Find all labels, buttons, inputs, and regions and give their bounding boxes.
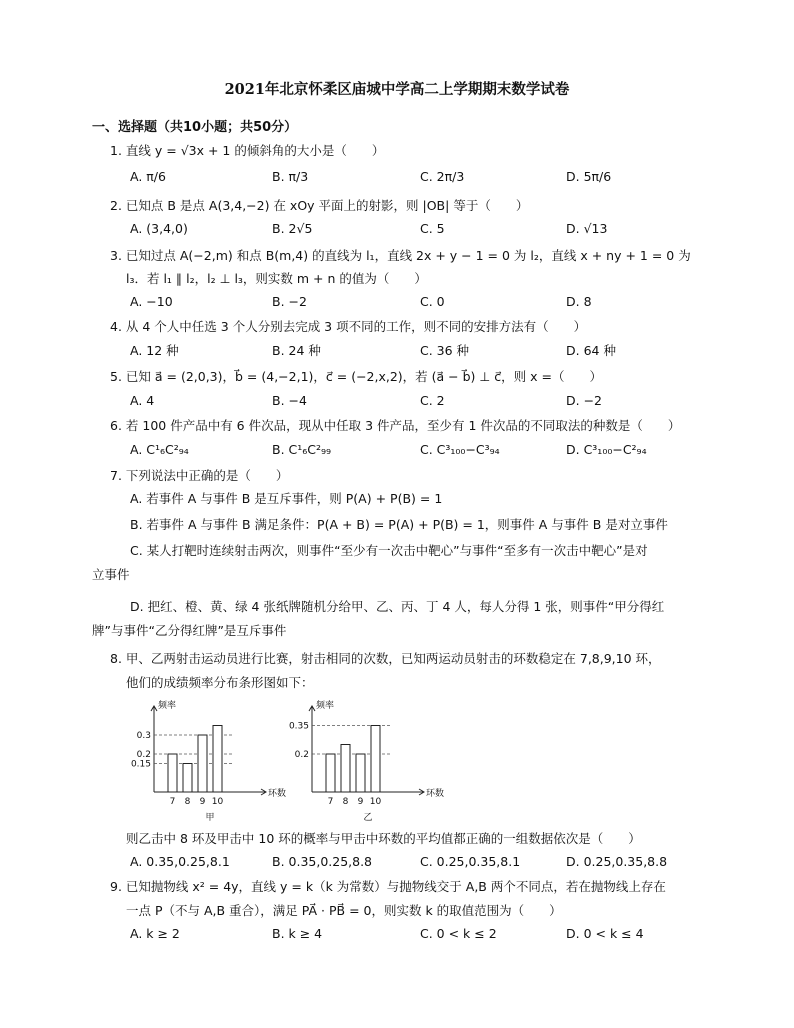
q5-option-a: A. 4: [130, 393, 155, 408]
y-tick-label: 0.2: [136, 750, 151, 760]
x-tick-label: 9: [199, 797, 206, 807]
bar: [183, 764, 192, 793]
x-axis-label: 环数: [426, 789, 445, 799]
q9-option-a: A. k ≥ 2: [130, 926, 180, 941]
q3-option-b: B. −2: [272, 294, 307, 309]
q6-option-c: C. C³₁₀₀−C³₉₄: [420, 442, 500, 457]
x-tick-label: 7: [169, 797, 176, 807]
y-axis-label: 频率: [158, 701, 177, 711]
q7-option-b: B. 若事件 A 与事件 B 满足条件：P(A + B) = P(A) + P(B) = 1，则事件 A 与事件 B 是对立事件: [130, 517, 668, 532]
q1-option-d: D. 5π/6: [566, 169, 612, 184]
q9-option-b: B. k ≥ 4: [272, 926, 323, 941]
x-tick-label: 8: [184, 797, 191, 807]
q4-option-a: A. 12 种: [130, 343, 179, 358]
y-tick-label: 0.35: [288, 721, 309, 732]
x-tick-label: 9: [357, 797, 364, 807]
q8-option-b: B. 0.35,0.25,8.8: [272, 854, 373, 869]
y-tick-label: 0.15: [130, 759, 151, 770]
q2-option-b: B. 2√5: [272, 221, 313, 236]
question-8-stem-line1: 8. 甲、乙两射击运动员进行比赛，射击相同的次数，已知两运动员射击的环数稳定在 7,8,9,10 环，: [110, 651, 661, 666]
bar: [326, 754, 335, 792]
q2-option-a: A. (3,4,0): [130, 221, 188, 236]
q3-option-a: A. −10: [130, 294, 173, 309]
bar: [356, 754, 365, 792]
section-heading: 一、选择题（共10小题；共50分）: [92, 120, 298, 135]
question-3-stem-line2: l₃．若 l₁ ∥ l₂，l₂ ⊥ l₃，则实数 m + n 的值为（ ）: [126, 271, 427, 286]
q2-option-c: C. 5: [420, 221, 445, 236]
q4-option-c: C. 36 种: [420, 343, 470, 358]
bar: [213, 726, 222, 793]
q5-option-d: D. −2: [566, 393, 602, 408]
q1-option-c: C. 2π/3: [420, 169, 465, 184]
q9-option-d: D. 0 < k ≤ 4: [566, 926, 644, 941]
q8-option-d: D. 0.25,0.35,8.8: [566, 854, 668, 869]
q1-option-a: A. π/6: [130, 169, 166, 184]
x-tick-label: 10: [369, 797, 382, 807]
y-axis-label: 频率: [316, 701, 335, 711]
question-1-stem: 1. 直线 y = √3x + 1 的倾斜角的大小是（ ）: [110, 143, 385, 158]
q7-option-a: A. 若事件 A 与事件 B 是互斥事件，则 P(A) + P(B) = 1: [130, 491, 443, 506]
page-title: 2021年北京怀柔区庙城中学高二上学期期末数学试卷: [224, 81, 570, 98]
q7-option-c-line2: 立事件: [92, 567, 130, 582]
q2-option-d: D. √13: [566, 221, 608, 236]
q3-option-d: D. 8: [566, 294, 592, 309]
q8-option-a: A. 0.35,0.25,8.1: [130, 854, 230, 869]
q7-option-d-line2: 牌”与事件“乙分得红牌”是互斥事件: [92, 623, 287, 638]
q8-option-c: C. 0.25,0.35,8.1: [420, 854, 521, 869]
q1-option-b: B. π/3: [272, 169, 309, 184]
chart-jia: [120, 692, 300, 822]
question-4-stem: 4. 从 4 个人中任选 3 个人分别去完成 3 项不同的工作，则不同的安排方法有（ ）: [110, 319, 587, 334]
y-tick-label: 0.3: [136, 731, 151, 741]
x-tick-label: 10: [211, 797, 224, 807]
question-3-stem-line1: 3. 已知过点 A(−2,m) 和点 B(m,4) 的直线为 l₁，直线 2x + y − 1 = 0 为 l₂，直线 x + ny + 1 = 0 为: [110, 248, 691, 263]
q4-option-d: D. 64 种: [566, 343, 616, 358]
q7-option-c-line1: C. 某人打靶时连续射击两次，则事件“至少有一次击中靶心”与事件“至多有一次击中靶心”是对: [130, 543, 648, 558]
question-9-stem-line1: 9. 已知抛物线 x² = 4y，直线 y = k（k 为常数）与抛物线交于 A,B 两个不同点，若在抛物线上存在: [110, 879, 666, 894]
bar: [198, 735, 207, 792]
chart-title: 甲: [205, 813, 215, 823]
bar: [168, 754, 177, 792]
x-tick-label: 7: [327, 797, 334, 807]
q6-option-b: B. C¹₆C²₉₉: [272, 442, 332, 457]
question-8-stem-line3: 则乙击中 8 环及甲击中 10 环的概率与甲击中环数的平均值都正确的一组数据依次是（ ）: [126, 831, 641, 846]
chart-title: 乙: [363, 813, 373, 823]
question-8-stem-line2: 他们的成绩频率分布条形图如下：: [126, 675, 314, 690]
chart-yi: [278, 692, 445, 823]
bar: [341, 745, 350, 793]
q6-option-a: A. C¹₆C²₉₄: [130, 442, 189, 457]
q5-option-c: C. 2: [420, 393, 445, 408]
y-tick-label: 0.2: [294, 750, 309, 760]
q6-option-d: D. C³₁₀₀−C²₉₄: [566, 442, 647, 457]
bar: [371, 726, 380, 793]
q9-option-c: C. 0 < k ≤ 2: [420, 926, 497, 941]
x-axis-label: 环数: [268, 789, 287, 799]
question-9-stem-line2: 一点 P（不与 A,B 重合），满足 PA⃗ · PB⃗ = 0，则实数 k 的取值范围为（ ）: [126, 903, 562, 918]
question-2-stem: 2. 已知点 B 是点 A(3,4,−2) 在 xOy 平面上的射影，则 |OB| 等于（ ）: [110, 198, 529, 213]
question-5-stem: 5. 已知 a⃗ = (2,0,3)，b⃗ = (4,−2,1)，c⃗ = (−2,x,2)，若 (a⃗ − b⃗) ⊥ c⃗，则 x =（ ）: [110, 369, 602, 384]
q7-option-d-line1: D. 把红、橙、黄、绿 4 张纸牌随机分给甲、乙、丙、丁 4 人，每人分得 1 张，则事件“甲分得红: [130, 599, 665, 614]
q3-option-c: C. 0: [420, 294, 445, 309]
question-6-stem: 6. 若 100 件产品中有 6 件次品，现从中任取 3 件产品，至少有 1 件次品的不同取法的种数是（ ）: [110, 418, 681, 433]
q4-option-b: B. 24 种: [272, 343, 321, 358]
x-tick-label: 8: [342, 797, 349, 807]
q5-option-b: B. −4: [272, 393, 307, 408]
question-7-stem: 7. 下列说法中正确的是（ ）: [110, 468, 289, 483]
